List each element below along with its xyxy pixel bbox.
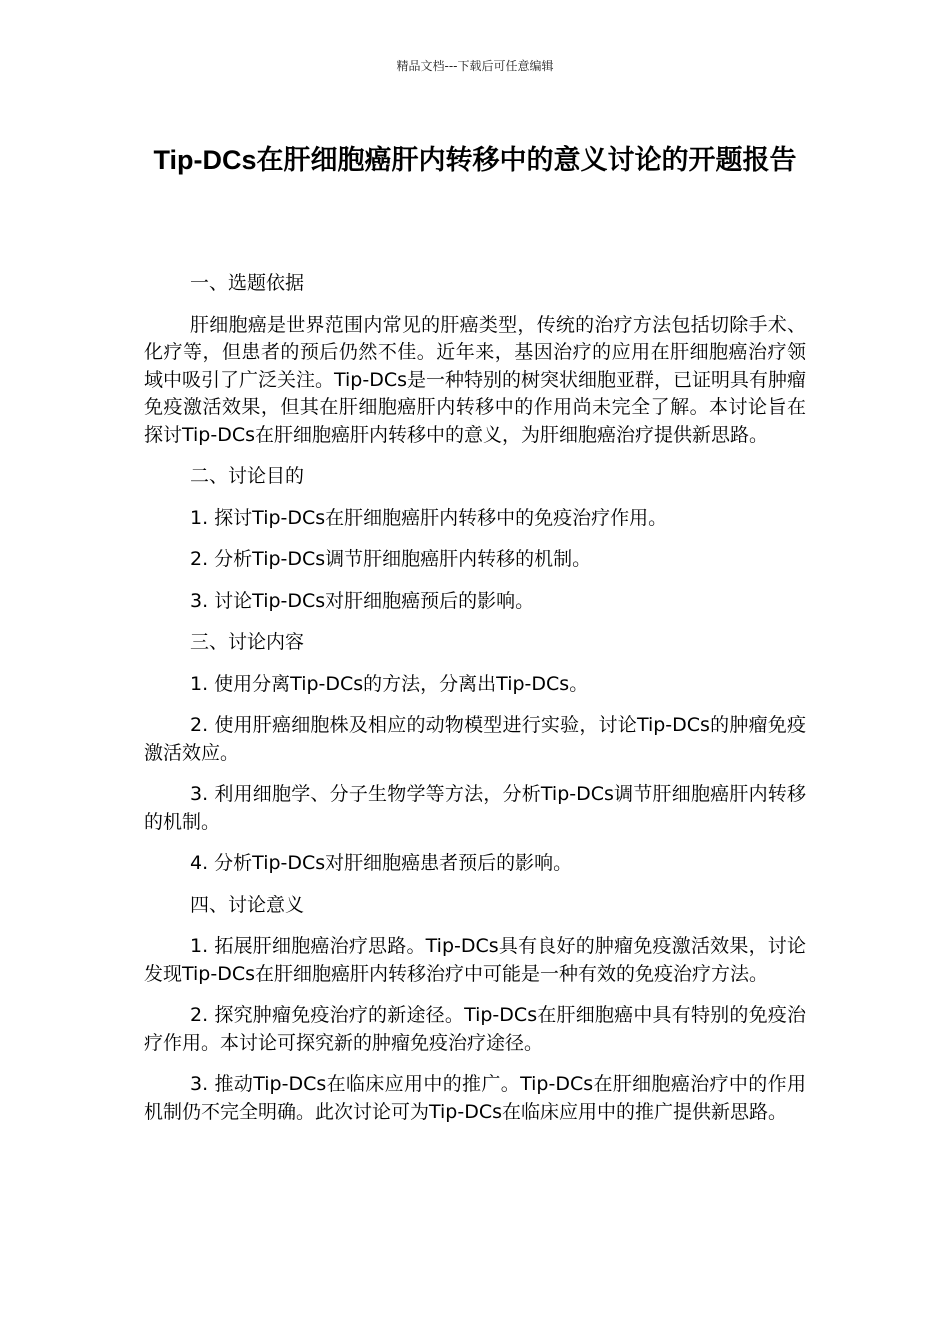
significance-item: 2. 探究肿瘤免疫治疗的新途径。Tip-DCs在肝细胞癌中具有特别的免疫治疗作用。本讨论可探究新的肿瘤免疫治疗途径。 bbox=[144, 1004, 806, 1054]
section-heading-significance: 四、讨论意义 bbox=[190, 893, 305, 916]
header-note: 精品文档---下载后可任意编辑 bbox=[396, 59, 554, 73]
content-item: 2. 使用肝癌细胞株及相应的动物模型进行实验，讨论Tip-DCs的肿瘤免疫激活效应。 bbox=[144, 714, 806, 764]
document-title: Tip-DCs在肝细胞癌肝内转移中的意义讨论的开题报告 bbox=[153, 145, 797, 175]
section-heading-topic-basis: 一、选题依据 bbox=[190, 272, 305, 294]
section-heading-content: 三、讨论内容 bbox=[190, 631, 305, 653]
content-item: 3. 利用细胞学、分子生物学等方法，分析Tip-DCs调节肝细胞癌肝内转移的机制。 bbox=[144, 783, 806, 833]
objective-item: 2. 分析Tip-DCs调节肝细胞癌肝内转移的机制。 bbox=[190, 548, 592, 570]
significance-item: 3. 推动Tip-DCs在临床应用中的推广。Tip-DCs在肝细胞癌治疗中的作用机制仍不完全明确。此次讨论可为Tip-DCs在临床应用中的推广提供新思路。 bbox=[144, 1073, 806, 1123]
document-body bbox=[144, 270, 806, 1140]
objective-item: 3. 讨论Tip-DCs对肝细胞癌预后的影响。 bbox=[190, 589, 535, 612]
significance-item: 1. 拓展肝细胞癌治疗思路。Tip-DCs具有良好的肿瘤免疫激活效果，讨论发现Tip-DCs在肝细胞癌肝内转移治疗中可能是一种有效的免疫治疗方法。 bbox=[144, 935, 806, 985]
content-item: 1. 使用分离Tip-DCs的方法，分离出Tip-DCs。 bbox=[190, 672, 589, 695]
content-item: 4. 分析Tip-DCs对肝细胞癌患者预后的影响。 bbox=[190, 852, 573, 874]
objective-item: 1. 探讨Tip-DCs在肝细胞癌肝内转移中的免疫治疗作用。 bbox=[190, 506, 668, 529]
section-heading-objectives: 二、讨论目的 bbox=[190, 465, 305, 487]
section-paragraph-topic-basis: 肝细胞癌是世界范围内常见的肝癌类型，传统的治疗方法包括切除手术、化疗等，但患者的预后仍然不佳。近年来，基因治疗的应用在肝细胞癌治疗领域中吸引了广泛关注。Tip-DCs是一种特别的树突状细胞亚群，已证明具有肿瘤免疫激活效果，但其在肝细胞癌肝内转移中的作用尚未完全了解。本讨论旨在探讨Tip-DCs在肝细胞癌肝内转移中的意义，为肝细胞癌治疗提供新思路。 bbox=[144, 313, 807, 446]
